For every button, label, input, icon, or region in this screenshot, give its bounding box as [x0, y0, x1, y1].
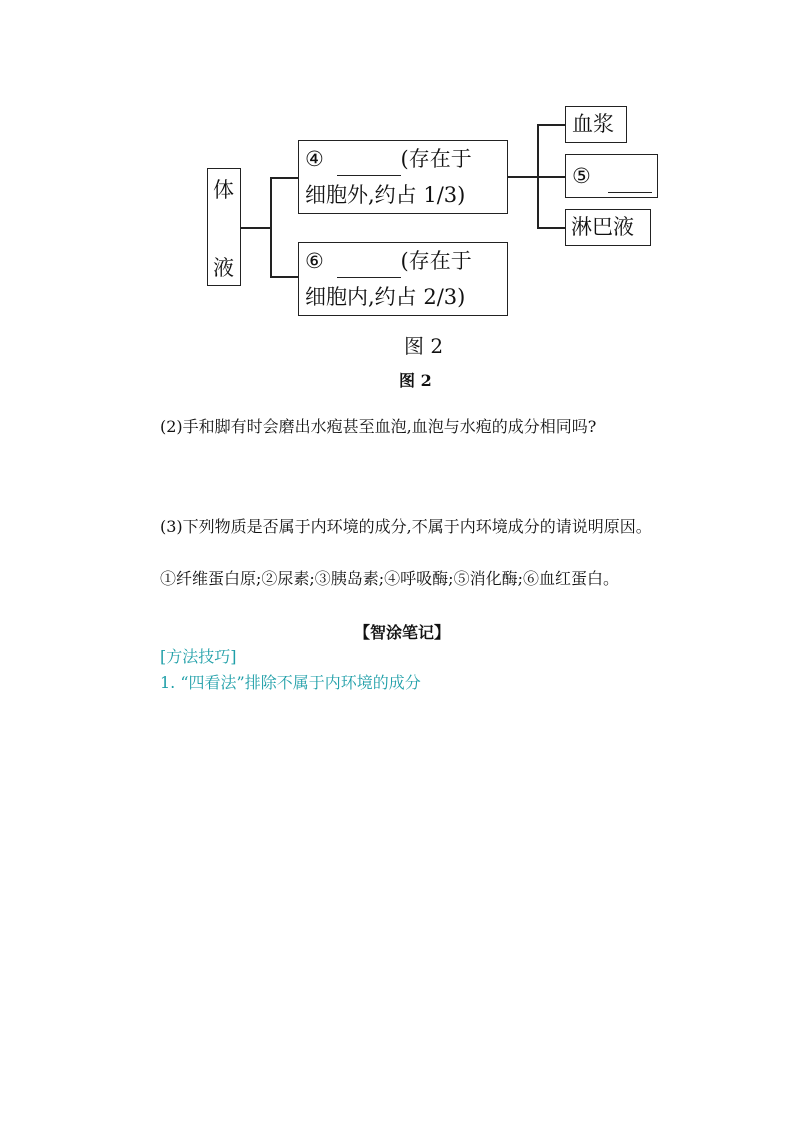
- connector-root: [241, 227, 271, 229]
- connector-to-intra: [270, 276, 299, 278]
- blank-5: [608, 160, 652, 193]
- connector-to-lymph: [537, 227, 565, 229]
- connector-root-vertical: [270, 177, 272, 277]
- leaf-lymph-label: 淋巴液: [571, 215, 634, 239]
- blank-6: [337, 245, 401, 278]
- leaf-5: [565, 154, 658, 198]
- question-2: (2)手和脚有时会磨出水疱甚至血泡,血泡与水疱的成分相同吗?: [160, 417, 597, 436]
- box-intra-line2: 细胞内,约占 2/3): [305, 285, 466, 309]
- notes-title: 【智涂笔记】: [354, 623, 451, 642]
- method-tag: [方法技巧]: [160, 647, 237, 666]
- connector-to-extra: [270, 177, 299, 179]
- method-item: 1. “四看法”排除不属于内环境的成分: [160, 673, 421, 692]
- marker-6: ⑥: [305, 249, 324, 273]
- question-3: (3)下列物质是否属于内环境的成分,不属于内环境成分的请说明原因。: [160, 517, 652, 536]
- figure-caption: 图 2: [399, 371, 432, 390]
- root-label-top: 体: [213, 178, 234, 202]
- box-intra-line1: [305, 245, 472, 278]
- root-box-body-fluid: [207, 168, 241, 286]
- box-extracellular-fluid: [298, 140, 508, 214]
- question-3-items: ①纤维蛋白原;②尿素;③胰岛素;④呼吸酶;⑤消化酶;⑥血红蛋白。: [160, 569, 619, 588]
- box-extra-line2: 细胞外,约占 1/3): [305, 183, 466, 207]
- box-extra-line1: [305, 143, 472, 176]
- leaf-lymph: [565, 209, 651, 246]
- connector-to-5: [537, 176, 565, 178]
- marker-5: ⑤: [572, 164, 591, 188]
- leaf-plasma: [565, 106, 627, 143]
- leaf-plasma-label: 血浆: [572, 112, 614, 136]
- box-extra-suffix: (存在于: [400, 147, 472, 171]
- leaf-5-content: [572, 160, 652, 193]
- connector-extra-out: [508, 176, 538, 178]
- figure-label: 图 2: [404, 334, 444, 358]
- marker-4: ④: [305, 147, 324, 171]
- box-intra-suffix: (存在于: [400, 249, 472, 273]
- blank-4: [337, 143, 401, 176]
- root-label-bottom: 液: [213, 256, 234, 280]
- connector-to-plasma: [537, 124, 565, 126]
- box-intracellular-fluid: [298, 242, 508, 316]
